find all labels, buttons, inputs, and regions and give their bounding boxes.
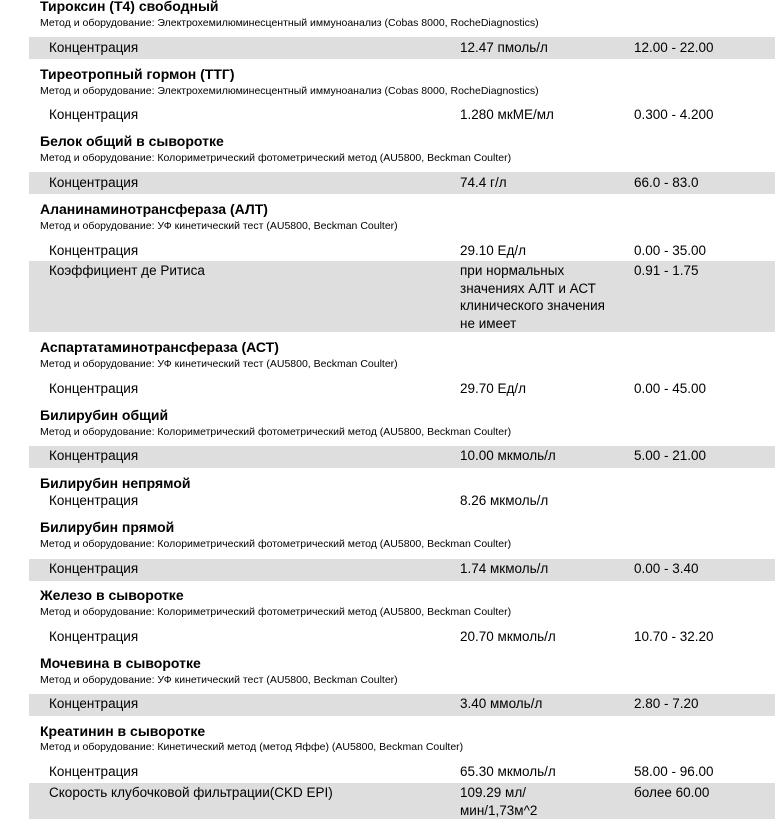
parameter-name: Скорость клубочковой фильтрации(CKD EPI) [49,785,333,800]
test-title: Креатинин в сыворотке [40,723,206,739]
test-title: Железо в сыворотке [40,587,184,603]
test-method: Метод и оборудование: Кинетический метод (метод Яффе) (AU5800, Beckman Coulter) [40,741,464,753]
result-value: 1.74 мкмоль/л [460,561,549,576]
test-title: Белок общий в сыворотке [40,133,224,149]
test-title: Билирубин общий [40,407,169,423]
parameter-name: Концентрация [49,629,139,644]
test-title: Аланинаминотрансфераза (АЛТ) [40,201,268,217]
parameter-name: Концентрация [49,243,139,258]
parameter-name: Концентрация [49,696,139,711]
reference-range: 12.00 - 22.00 [634,40,714,55]
result-row [29,559,775,581]
result-value: 109.29 мл/мин/1,73м^2 [460,785,538,818]
parameter-name: Концентрация [49,107,139,122]
result-value: 3.40 ммоль/л [460,696,543,711]
result-value: 74.4 г/л [460,175,507,190]
parameter-name: Коэффициент де Ритиса [49,263,205,278]
result-row [29,37,775,59]
result-value: 12.47 пмоль/л [460,40,548,55]
test-title: Билирубин прямой [40,519,175,535]
result-value: 1.280 мкМЕ/мл [460,107,554,122]
result-row [29,105,775,127]
result-value: 29.10 Ед/л [460,243,527,258]
test-title: Тироксин (Т4) свободный [40,0,219,14]
reference-range: 0.91 - 1.75 [634,263,699,278]
result-value: при нормальных значениях АЛТ и АСТ клинического значения не имеет [460,263,605,331]
result-value: 29.70 Ед/л [460,381,527,396]
parameter-name: Концентрация [49,764,139,779]
test-method: Метод и оборудование: Колориметрический фотометрический метод (AU5800, Beckman Coulter) [40,152,512,164]
result-row [29,762,775,783]
result-value: 10.00 мкмоль/л [460,448,556,463]
reference-range: 58.00 - 96.00 [634,764,714,779]
reference-range: 0.00 - 35.00 [634,243,707,258]
test-title: Билирубин непрямой [40,475,191,491]
reference-range: 5.00 - 21.00 [634,448,707,463]
result-value: 20.70 мкмоль/л [460,629,556,644]
result-value: 8.26 мкмоль/л [460,493,549,508]
test-title: Мочевина в сыворотке [40,655,201,671]
parameter-name: Концентрация [49,561,139,576]
test-method: Метод и оборудование: Электрохемилюминесцентный иммуноанализ (Cobas 8000, RocheDiagnostics) [40,85,539,97]
test-method: Метод и оборудование: Колориметрический фотометрический метод (AU5800, Beckman Coulter) [40,606,512,618]
reference-range: 66.0 - 83.0 [634,175,699,190]
test-title: Аспартатаминотрансфераза (АСТ) [40,339,279,355]
result-row [29,446,775,468]
reference-range: 0.00 - 45.00 [634,381,707,396]
test-title: Тиреотропный гормон (ТТГ) [40,66,235,82]
reference-range: более 60.00 [634,785,710,800]
result-row [29,626,775,648]
parameter-name: Концентрация [49,40,139,55]
test-method: Метод и оборудование: УФ кинетический тест (AU5800, Beckman Coulter) [40,674,398,686]
test-method: Метод и оборудование: УФ кинетический тест (AU5800, Beckman Coulter) [40,358,398,370]
parameter-name: Концентрация [49,381,139,396]
parameter-name: Концентрация [49,493,139,508]
reference-range: 10.70 - 32.20 [634,629,714,644]
result-row [29,240,775,261]
result-row [29,491,775,511]
result-row [29,378,775,400]
result-row [29,261,775,332]
result-value: 65.30 мкмоль/л [460,764,556,779]
reference-range: 2.80 - 7.20 [634,696,699,711]
parameter-name: Концентрация [49,448,139,463]
reference-range: 0.300 - 4.200 [634,107,714,122]
test-method: Метод и оборудование: Колориметрический фотометрический метод (AU5800, Beckman Coulter) [40,538,512,550]
result-row [29,172,775,194]
result-row [29,694,775,716]
test-method: Метод и оборудование: Электрохемилюминесцентный иммуноанализ (Cobas 8000, RocheDiagnostics) [40,17,539,29]
reference-range: 0.00 - 3.40 [634,561,699,576]
test-method: Метод и оборудование: Колориметрический фотометрический метод (AU5800, Beckman Coulter) [40,426,512,438]
test-method: Метод и оборудование: УФ кинетический тест (AU5800, Beckman Coulter) [40,220,398,232]
parameter-name: Концентрация [49,175,139,190]
result-row [29,783,775,819]
